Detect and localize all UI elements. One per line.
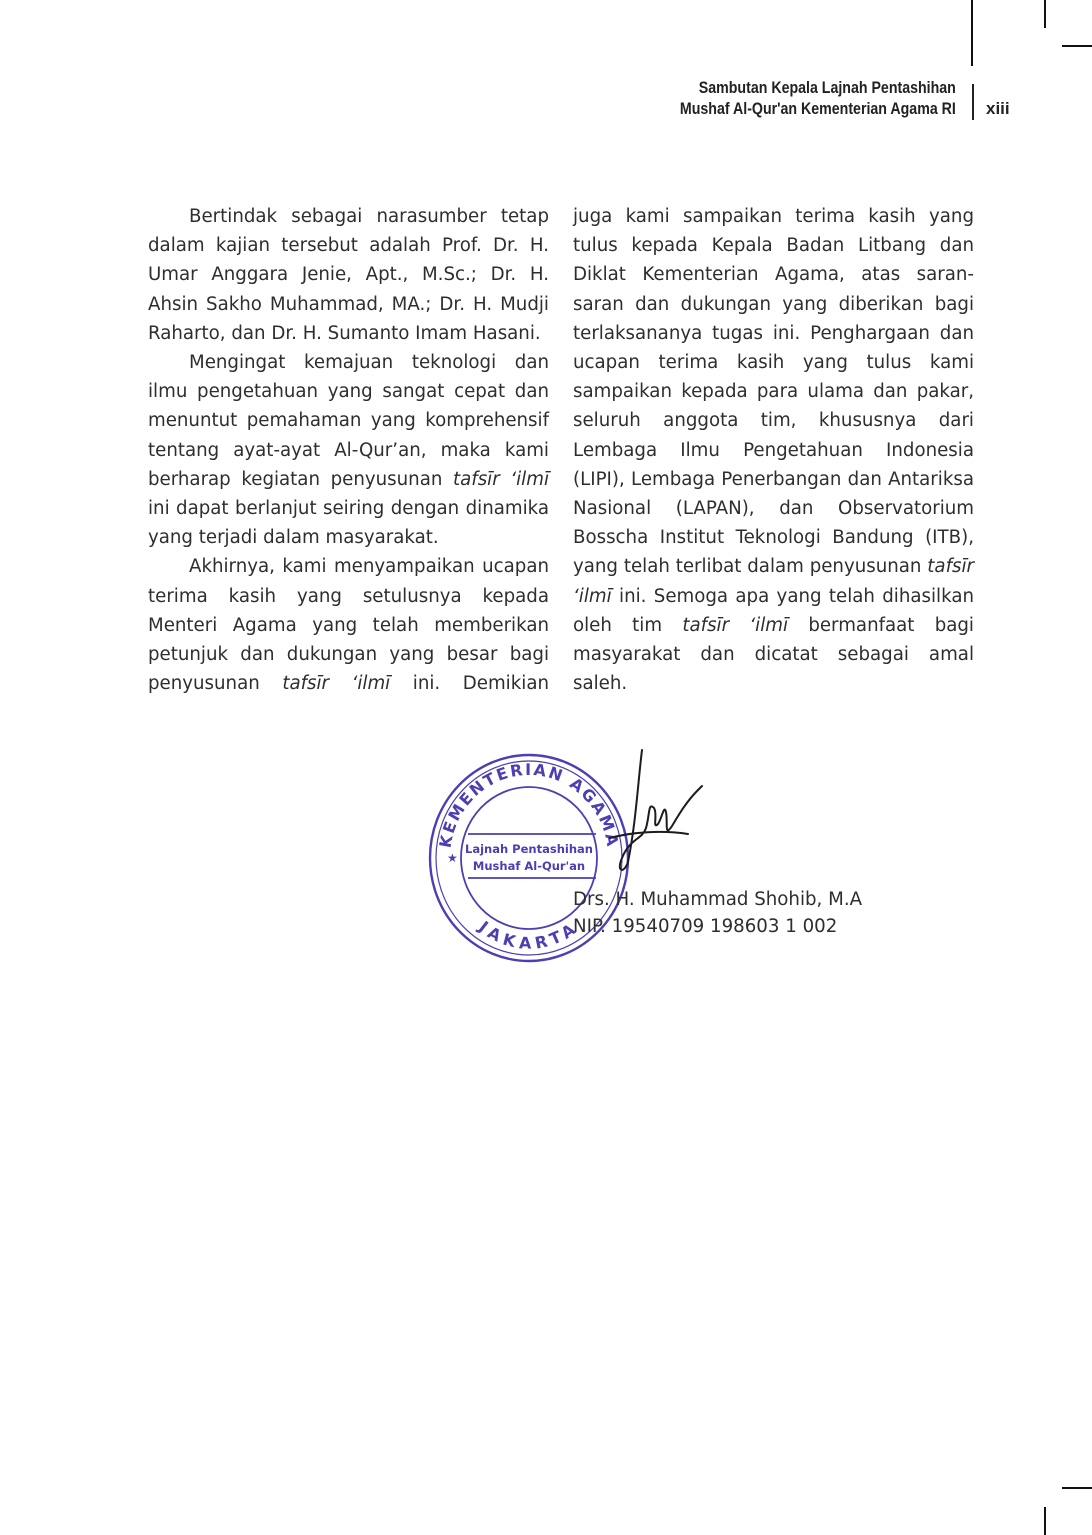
signature bbox=[602, 742, 712, 882]
paragraph-text: Mengingat kemajuan teknologi dan ilmu pengetahuan yang sangat cepat dan menuntut pemahaman yang komprehensif tentang ayat-ayat Al-Qur’an, maka kami berharap kegiatan penyusunan bbox=[148, 352, 549, 490]
right-column bbox=[573, 202, 974, 698]
paragraph-text: ini dapat berlanjut seiring dengan dinamika yang terjadi dalam masyarakat. bbox=[148, 498, 549, 549]
stamp-inner-line-2: Mushaf Al-Qur'an bbox=[472, 859, 586, 873]
signatory-nip: NIP. 19540709 198603 1 002 bbox=[573, 916, 838, 937]
italic-term: tafsīr ‘ilmī bbox=[453, 468, 549, 490]
italic-term: tafsīr ‘ilmī bbox=[282, 673, 391, 695]
stamp-bottom-text: JAKARTA bbox=[475, 917, 583, 953]
italic-term: tafsīr ‘ilmī bbox=[573, 556, 974, 607]
paragraph-continuation bbox=[573, 202, 974, 698]
crop-mark bbox=[1044, 0, 1046, 28]
header-divider bbox=[972, 84, 974, 120]
italic-term: tafsīr ‘ilmī bbox=[682, 614, 789, 636]
left-column bbox=[148, 202, 549, 698]
paragraph-narasumber: Bertindak sebagai narasumber tetap dalam kajian tersebut adalah Prof. Dr. H. Umar Anggara Jenie, Apt., M.Sc.; Dr. H. Ahsin Sakho Muhammad, MA.; Dr. H. Mudji Raharto, dan Dr. H. Sumanto Imam Hasani. bbox=[148, 206, 549, 344]
paragraph-text: bermanfaat bagi masyarakat dan dicatat sebagai amal saleh. bbox=[573, 614, 974, 695]
paragraph-mengingat bbox=[148, 348, 549, 552]
stamp-inner-line-1: Lajnah Pentashihan bbox=[465, 842, 593, 856]
running-header bbox=[680, 78, 956, 120]
paragraph-text: juga kami sampaikan terima kasih yang tulus kepada Kepala Badan Litbang dan Diklat Kementerian Agama, atas saran-saran dan dukungan yang diberikan bagi terlaksananya tugas ini. Penghargaan dan ucapan terima kasih yang tulus kami sampaikan kepada para ulama dan pakar, seluruh anggota tim, khususnya dari Lembaga Ilmu Pengetahuan Indonesia (LIPI), Lembaga Penerbangan dan Antariksa Nasional (LAPAN), dan Observatorium Bosscha Institut Teknologi Bandung (ITB), yang telah terlibat dalam penyusunan bbox=[573, 206, 974, 578]
paragraph-text: ini. Semoga apa yang telah dihasilkan oleh tim bbox=[573, 585, 974, 636]
signatory-block bbox=[573, 886, 862, 940]
crop-mark bbox=[1044, 1507, 1046, 1535]
crop-mark bbox=[971, 0, 973, 66]
paragraph-text: Akhirnya, kami menyampaikan ucapan terima kasih yang setulusnya kepada Menteri Agama yang telah memberikan petunjuk dan dukungan yang besar bagi penyusunan bbox=[148, 556, 549, 695]
signatory-name: Drs. H. Muhammad Shohib, M.A bbox=[573, 889, 863, 910]
stamp-outer-text: KEMENTERIAN AGAMA bbox=[435, 759, 623, 850]
paragraph-text: ini. Demikian bbox=[412, 673, 549, 695]
page-number: xiii bbox=[986, 99, 1010, 118]
paragraph-akhirnya bbox=[148, 552, 549, 698]
header-title-line-2: Mushaf Al-Qur'an Kementerian Agama RI bbox=[680, 100, 956, 118]
header-title-line-1: Sambutan Kepala Lajnah Pentashihan bbox=[698, 79, 956, 97]
stamp-star-icon: ★ bbox=[447, 851, 458, 865]
crop-mark bbox=[1062, 1487, 1092, 1489]
crop-mark bbox=[1062, 45, 1092, 47]
